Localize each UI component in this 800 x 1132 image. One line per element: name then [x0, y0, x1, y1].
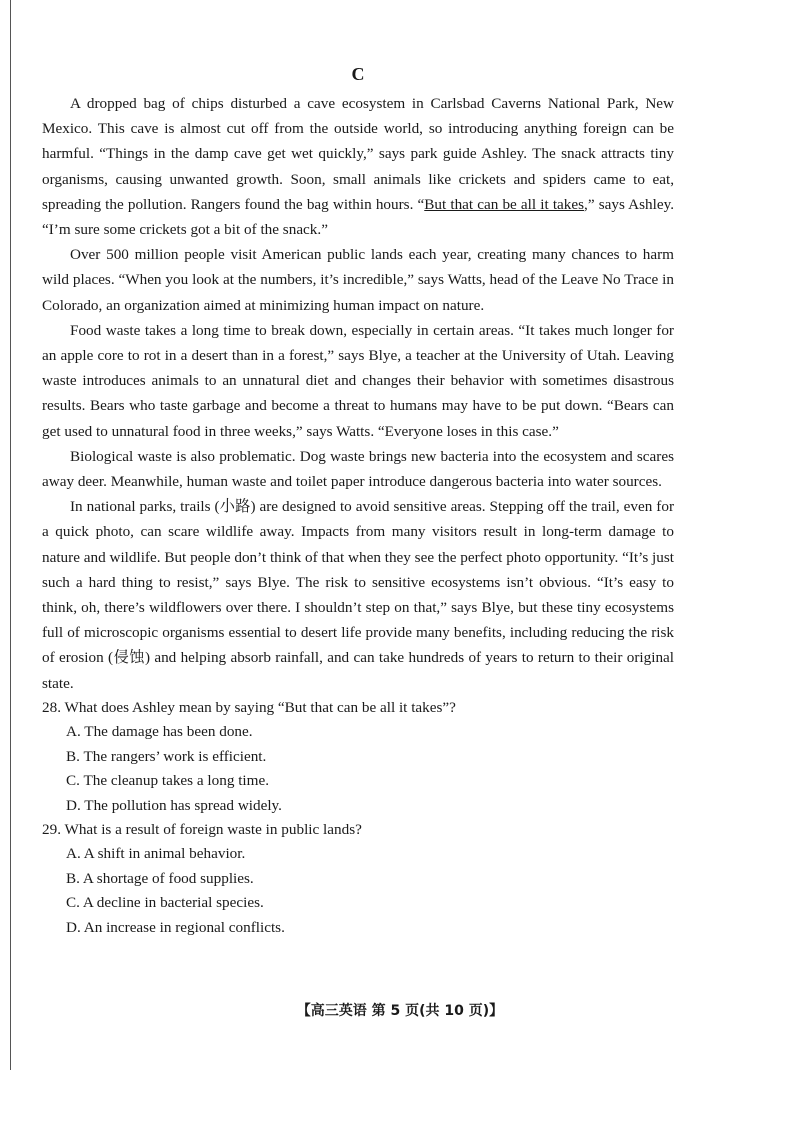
answer-option[interactable]: A. A shift in animal behavior. — [66, 845, 246, 863]
answer-option[interactable]: D. An increase in regional conflicts. — [66, 918, 285, 936]
passage-paragraph-5: In national parks, trails (小路) are designed to avoid sensitive areas. Stepping off the trail, even for a quick photo, can scare wildlife away. Impacts from many visitors result in long-term damage to nature and wildlife. But people don’t think of that when they see the perfect photo opportunity. “It’s just such a hard thing to resist,” says Blye. The risk to sensitive ecosystems isn’t obvious. “It’s easy to think, oh, there’s wildflowers over there. I shouldn’t step on that,” says Blye, but these tiny ecosystems full of microscopic organisms essential to desert life provide many benefits, including reducing the risk of erosion (侵蚀) and helping absorb rainfall, and can take hundreds of years to return to their original state. — [42, 498, 674, 692]
question-29 — [42, 818, 674, 940]
paragraph-1-text: A dropped bag of chips disturbed a cave ecosystem in Carlsbad Caverns National Park, New Mexico. This cave is almost cut off from the outside world, so introducing anything foreign can be harmful. “Things in the damp cave get wet quickly,” says park guide Ashley. The snack attracts tiny organisms, causing unwanted growth. Soon, small animals like crickets and spiders came to eat, spreading the pollution. Rangers found the bag within hours. “ — [42, 95, 674, 213]
underlined-quote: But that can be all it takes — [424, 195, 585, 213]
page-edge-line — [10, 0, 11, 1070]
question-stem: 29. What is a result of foreign waste in public lands? — [42, 820, 362, 838]
page-footer: 【高三英语 第 5 页(共 10 页)】 — [296, 1003, 504, 1019]
question-stem: 28. What does Ashley mean by saying “But that can be all it takes”? — [42, 698, 456, 716]
answer-option[interactable]: C. A decline in bacterial species. — [66, 894, 264, 912]
question-28 — [42, 696, 674, 818]
exam-page-content — [42, 64, 674, 940]
answer-option[interactable]: A. The damage has been done. — [66, 723, 253, 741]
passage-paragraph-4: Biological waste is also problematic. Dog waste brings new bacteria into the ecosystem and scares away deer. Meanwhile, human waste and toilet paper introduce dangerous bacteria into water sources. — [42, 447, 674, 491]
section-heading: C — [351, 64, 365, 84]
answer-option[interactable]: B. A shortage of food supplies. — [66, 869, 254, 887]
passage-paragraph-1 — [42, 91, 674, 242]
passage-paragraph-2: Over 500 million people visit American public lands each year, creating many chances to harm wild places. “When you look at the numbers, it’s incredible,” says Watts, head of the Leave No Trace in Colorado, an organization aimed at minimizing human impact on nature. — [42, 246, 674, 314]
passage-paragraph-3: Food waste takes a long time to break down, especially in certain areas. “It takes much longer for an apple core to rot in a desert than in a forest,” says Blye, a teacher at the University of Utah. Leaving waste introduces animals to an unnatural diet and changes their behavior with sometimes disastrous results. Bears who taste garbage and become a threat to humans may have to be put down. “Bears can get used to unnatural food in three weeks,” says Watts. “Everyone loses in this case.” — [42, 321, 674, 440]
answer-option[interactable]: D. The pollution has spread widely. — [66, 796, 282, 814]
answer-option[interactable]: C. The cleanup takes a long time. — [66, 772, 270, 790]
answer-option[interactable]: B. The rangers’ work is efficient. — [66, 747, 267, 765]
paragraph-1-text-end: ,” says Ashley. “I’m sure some crickets got a bit of the snack.” — [42, 195, 675, 239]
